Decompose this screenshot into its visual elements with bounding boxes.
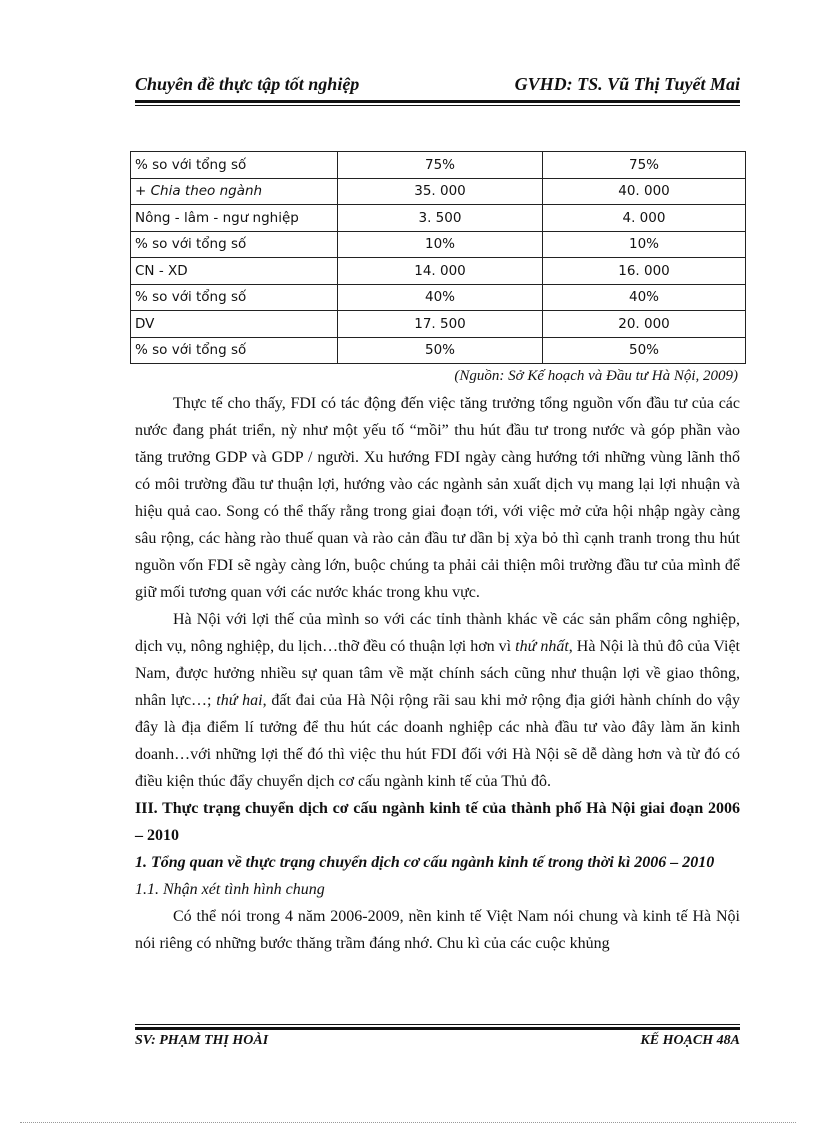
table-row — [131, 337, 746, 364]
table-row — [131, 178, 746, 205]
row-label-cell: % so với tổng số — [131, 231, 338, 258]
row-label-cell: % so với tổng số — [131, 152, 338, 179]
value-cell-col2: 40% — [543, 284, 746, 311]
value-cell-col1: 14. 000 — [338, 258, 543, 285]
row-label-cell: % so với tổng số — [131, 284, 338, 311]
row-label-cell: Nông - lâm - ngư nghiệp — [131, 205, 338, 232]
value-cell-col2: 10% — [543, 231, 746, 258]
value-cell-col1: 75% — [338, 152, 543, 179]
sub-subsection-heading: 1.1. Nhận xét tình hình chung — [135, 881, 325, 898]
paragraph-2-emphasis-2: thứ hai — [216, 692, 263, 709]
paragraph-3: Có thể nói trong 4 năm 2006-2009, nền kinh tế Việt Nam nói chung và kinh tế Hà Nội nói riêng có những bước thăng trầm đáng nhớ. Chu kì của các cuộc khủng — [135, 908, 740, 952]
page-footer — [135, 1033, 740, 1055]
paragraph-2-text-2: , Hà Nội là thủ đô của Việt Nam, được hưởng nhiều sự quan tâm về mặt chính sách cũng như thuận lợi về giao thông, nhân lực…; — [135, 638, 741, 709]
value-cell-col1: 10% — [338, 231, 543, 258]
table-body — [131, 152, 746, 364]
page-header — [135, 74, 740, 98]
section-heading: III. Thực trạng chuyển dịch cơ cấu ngành kinh tế của thành phố Hà Nội giai đoạn 2006 – 2010 — [135, 800, 740, 844]
paragraph-2-text-1: Hà Nội với lợi thế của mình so với các tỉnh thành khác về các sản phẩm công nghiệp, dịch vụ, nông nghiệp, du lịch…thỡ đều có thuận lợi hơn vì — [135, 611, 740, 655]
table-row — [131, 205, 746, 232]
paragraph-2-text-3: , đất đai của Hà Nội rộng rãi sau khi mở rộng địa giới hành chính do vậy đây là địa điểm lí tưởng để thu hút các doanh nghiệp các nhà đầu tư vào đây làm ăn kinh doanh…với những lợi thế đó thì việc thu hút FDI đối với Hà Nội sẽ dễ dàng hơn và từ đó có điều kiện thúc đẩy chuyển dịch cơ cấu ngành kinh tế của Thủ đô. — [135, 692, 740, 790]
value-cell-col1: 17. 500 — [338, 311, 543, 338]
table-source: (Nguồn: Sở Kế hoạch và Đầu tư Hà Nội, 2009) — [454, 368, 738, 384]
value-cell-col1: 35. 000 — [338, 178, 543, 205]
body-text — [135, 390, 740, 957]
table-row — [131, 258, 746, 285]
data-table — [130, 151, 746, 364]
row-label-cell: CN - XD — [131, 258, 338, 285]
value-cell-col1: 40% — [338, 284, 543, 311]
footer-rule — [135, 1027, 740, 1030]
table-row — [131, 152, 746, 179]
header-rule-thin — [135, 105, 740, 106]
row-label-cell: % so với tổng số — [131, 337, 338, 364]
table-row — [131, 231, 746, 258]
footer-student: SV: PHẠM THỊ HOÀI — [135, 1033, 269, 1048]
paragraph-2 — [135, 606, 740, 795]
table-row — [131, 284, 746, 311]
value-cell-col2: 75% — [543, 152, 746, 179]
row-label-cell: DV — [131, 311, 338, 338]
header-title: Chuyên đề thực tập tốt nghiệp — [135, 74, 360, 94]
subsection-heading: 1. Tổng quan về thực trạng chuyển dịch cơ cấu ngành kinh tế trong thời kì 2006 – 2010 — [135, 854, 715, 871]
paragraph-1: Thực tế cho thấy, FDI có tác động đến việc tăng trưởng tổng nguồn vốn đầu tư của các nước đang phát triển, nỳ như một yếu tố “mồi” thu hút đầu tư trong nước và góp phần vào tăng trưởng GDP và GDP / người. Xu hướng FDI ngày càng hướng tới những vùng lãnh thổ có môi trường đầu tư thuận lợi, hướng vào các ngành sản xuất dịch vụ mang lại lợi nhuận và hiệu quả cao. Song có thể thấy rằng trong giai đoạn tới, với việc mở cửa hội nhập ngày càng sâu rộng, các hàng rào thuế quan và rào cản đầu tư dần bị xỳa bỏ thì cạnh tranh trong thu hút nguồn vốn FDI sẽ ngày càng lớn, buộc chúng ta phải cải thiện môi trường đầu tư của mình để giữ mối tương quan với các nước khác trong khu vực. — [135, 395, 740, 601]
paragraph-2-emphasis-1: thứ nhất — [515, 638, 569, 655]
header-rule — [135, 100, 740, 103]
value-cell-col2: 40. 000 — [543, 178, 746, 205]
table-row — [131, 311, 746, 338]
row-label-cell: + Chia theo ngành — [131, 178, 338, 205]
value-cell-col2: 16. 000 — [543, 258, 746, 285]
footer-class: KẾ HOẠCH 48A — [640, 1033, 740, 1048]
value-cell-col2: 20. 000 — [543, 311, 746, 338]
footer-rule-thin — [135, 1024, 740, 1025]
value-cell-col1: 3. 500 — [338, 205, 543, 232]
value-cell-col1: 50% — [338, 337, 543, 364]
header-advisor: GVHD: TS. Vũ Thị Tuyết Mai — [514, 74, 740, 94]
value-cell-col2: 50% — [543, 337, 746, 364]
value-cell-col2: 4. 000 — [543, 205, 746, 232]
